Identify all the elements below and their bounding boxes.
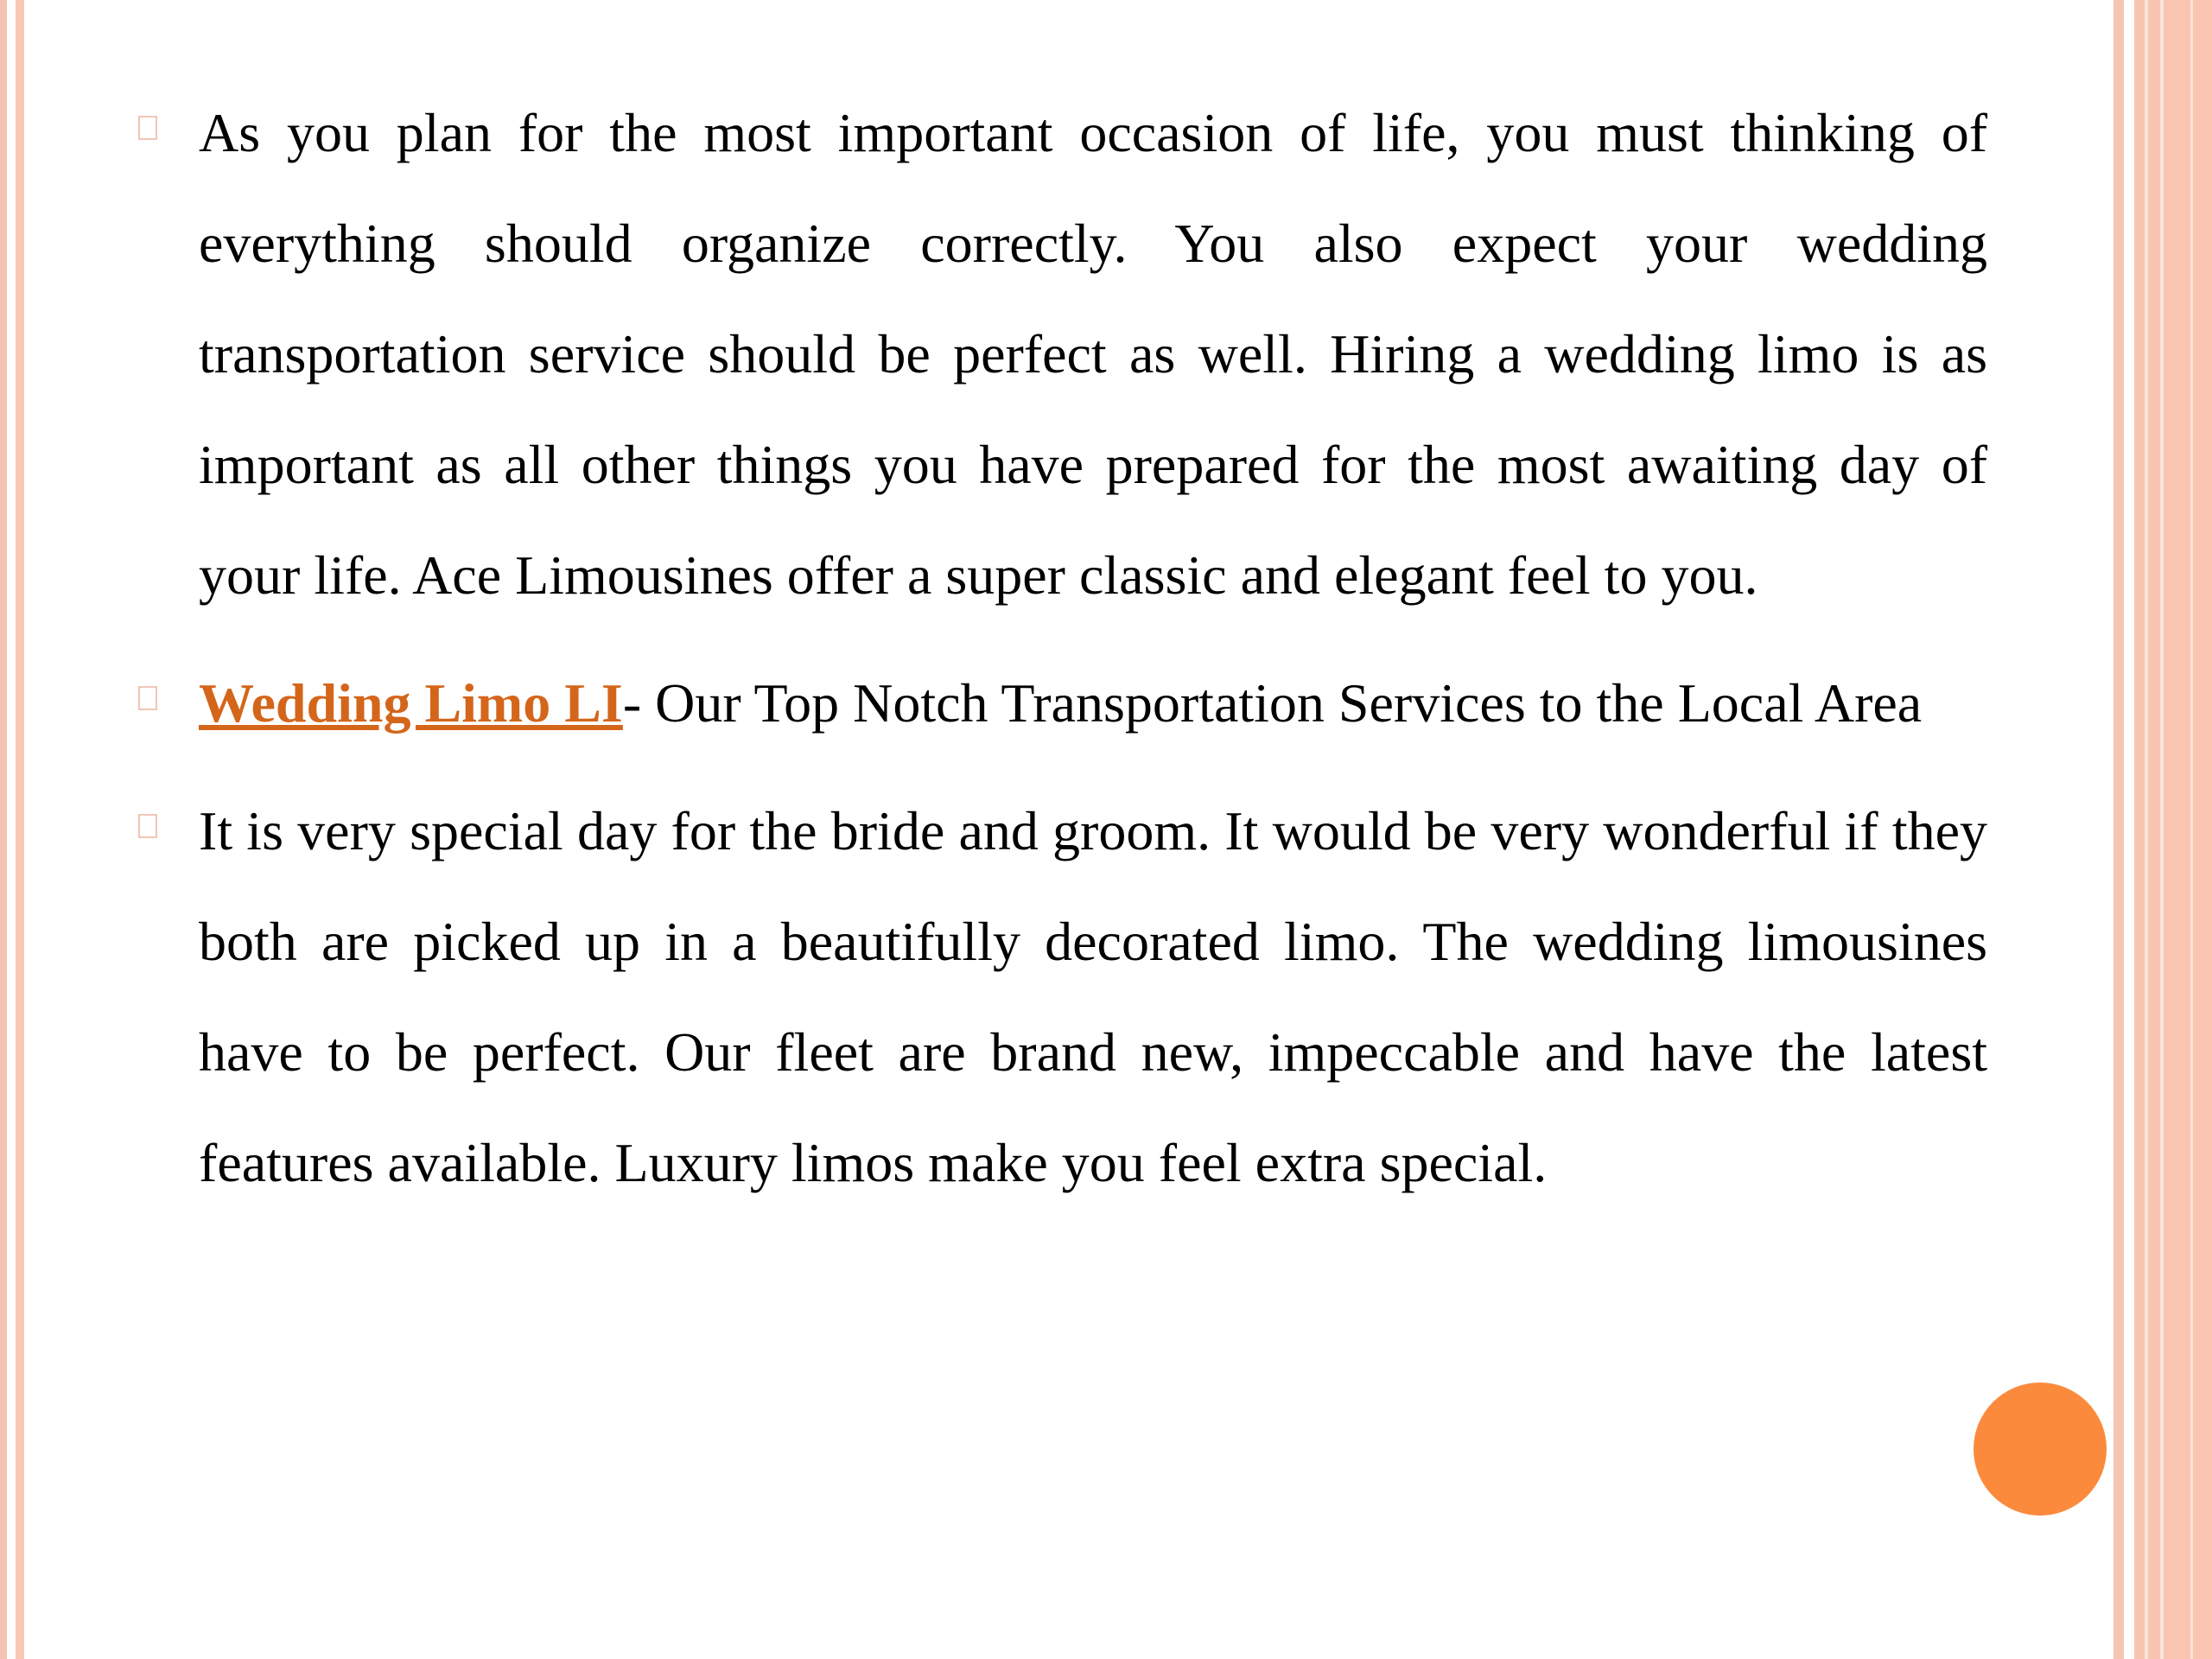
bullet-text-1: As you plan for the most important occasion of life, you must thinking of everything should organize correctly. You also expect your wedding transportation service should be perfect as well. Hiring a wedding limo is as important as all other things you have prepared for the most awaiting day of your life. Ace Limousines offer a super classic and elegant feel to you. [199, 102, 1987, 606]
right-border-stripe-a [2145, 0, 2148, 1659]
right-border-line [2113, 0, 2124, 1659]
bullet-item-3 [130, 776, 1987, 1218]
right-border-stripe-c [2190, 0, 2193, 1659]
bullet-box-icon [138, 116, 157, 140]
left-border-inner [16, 0, 24, 1659]
bullet-text-2-rest: - Our Top Notch Transportation Services to the Local Area [622, 672, 1923, 734]
wedding-limo-link[interactable]: Wedding Limo LI [199, 672, 623, 734]
bullet-text-3: It is very special day for the bride and groom. It would be very wonderful if they both are picked up in a beautifully decorated limo. The wedding limousines have to be perfect. Our fleet are brand new, impeccable and have the latest features available. Luxury limos make you feel extra special. [199, 800, 1987, 1193]
bullet-item-2 [130, 648, 1987, 759]
left-border-outer [0, 0, 7, 1659]
orange-accent-dot [1974, 1382, 2107, 1516]
right-border-stripe-b [2160, 0, 2164, 1659]
bullet-text-2 [199, 648, 1987, 759]
bullet-item-1 [130, 78, 1987, 631]
slide-content [130, 78, 1987, 1236]
bullet-box-icon [138, 814, 157, 838]
bullet-box-icon [138, 686, 157, 710]
